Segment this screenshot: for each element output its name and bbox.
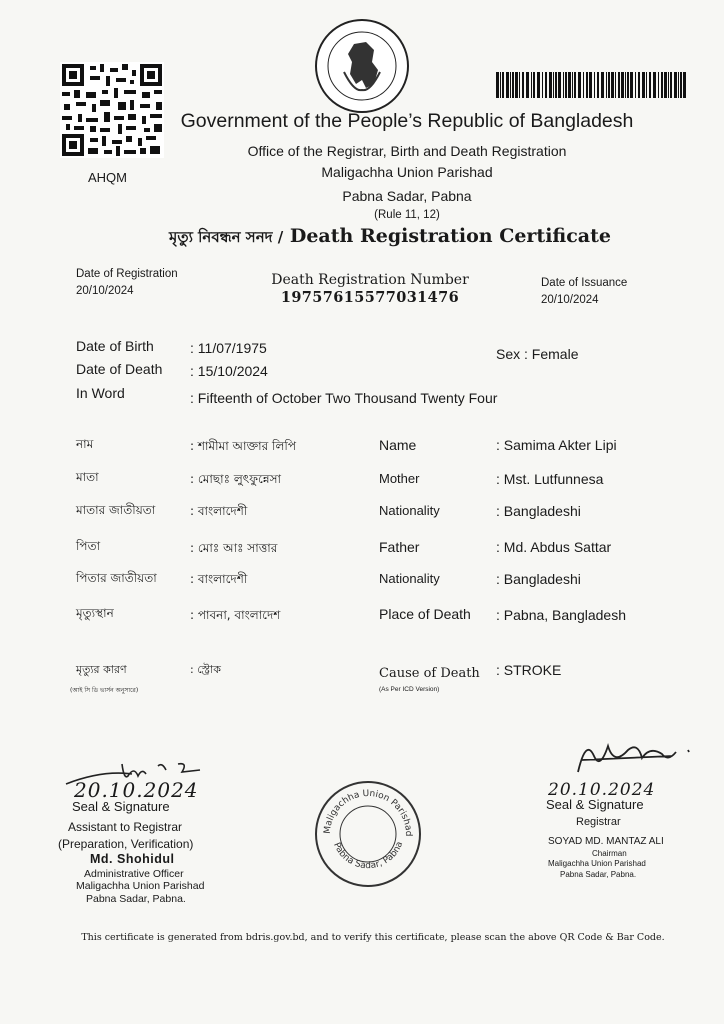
name-label-bn: নাম (76, 437, 94, 451)
death-date-value: : 15/10/2024 (190, 363, 268, 379)
certificate-title (0, 225, 724, 251)
registrar-signature (572, 736, 692, 780)
office-name: Office of the Registrar, Birth and Death Registration (247, 143, 567, 159)
seal-bottom-text: Pabna Sadar, Pabna (331, 840, 406, 872)
government-title: Government of the People’s Republic of Bangladesh (180, 110, 634, 132)
mother-nationality-value-bn: : বাংলাদেশী (190, 504, 248, 518)
mother-label-bn: মাতা (76, 470, 99, 484)
registrar-role: Registrar (576, 816, 621, 828)
assistant-role-detail: (Preparation, Verification) (58, 837, 194, 851)
mother-value-bn: : মোছাঃ লুৎফুন্নেসা (190, 472, 282, 486)
cause-sub: (As Per ICD Version) (379, 686, 440, 693)
cause-sub-bn: (আই সি ডি ভার্সন অনুসারে) (70, 687, 139, 694)
sex-value: Sex : Female (496, 346, 579, 362)
mother-nationality-label-bn: মাতার জাতীয়তা (76, 503, 156, 517)
svg-text:Maligachha Union Parishad (323, 789, 413, 837)
union-seal-stamp (312, 778, 424, 890)
certificate-title-bn: মৃত্যু নিবন্ধন সনদ / (168, 228, 284, 246)
office-address: Pabna Sadar, Pabna (342, 188, 472, 204)
father-nationality-label: Nationality (379, 571, 440, 586)
seal-top-text: Maligachha Union Parishad (322, 788, 414, 837)
assistant-role: Assistant to Registrar (68, 820, 183, 834)
registrar-seal-label: Seal & Signature (546, 797, 644, 812)
mother-nationality-label: Nationality (379, 503, 440, 518)
father-label: Father (379, 539, 420, 555)
in-word-value: : Fifteenth of October Two Thousand Twenty Four (190, 390, 498, 406)
cause-value: : STROKE (496, 662, 562, 678)
birth-date-value: : 11/07/1975 (190, 340, 267, 356)
assistant-union: Maligachha Union Parishad (76, 880, 205, 892)
assistant-signature-date: 20.10.2024 (74, 778, 199, 802)
registrar-signature-date: 20.10.2024 (548, 780, 656, 800)
assistant-address: Pabna Sadar, Pabna. (86, 893, 186, 905)
issuance-date (541, 275, 627, 309)
cause-label: Cause of Death (379, 666, 480, 681)
rule-reference: (Rule 11, 12) (374, 209, 440, 221)
assistant-name: Md. Shohidul (90, 852, 175, 866)
verification-footer: This certificate is generated from bdris.gov.bd, and to verify this certificate, please scan the above QR Code & Bar Code. (81, 932, 665, 943)
issuance-date-label: Date of Issuance (541, 277, 628, 289)
registration-date-label: Date of Registration (76, 268, 178, 280)
father-nationality-label-bn: পিতার জাতীয়তা (76, 571, 157, 585)
death-date-label: Date of Death (76, 361, 163, 377)
name-value-bn: : শামীমা আক্তার লিপি (190, 439, 296, 453)
in-word-label: In Word (76, 385, 125, 401)
father-label-bn: পিতা (76, 539, 101, 553)
registration-date-value: 20/10/2024 (76, 285, 134, 297)
father-value-bn: : মোঃ আঃ সাত্তার (190, 541, 278, 555)
father-nationality-value: : Bangladeshi (496, 571, 581, 587)
cause-label-bn: মৃত্যুর কারণ (76, 663, 127, 676)
qr-code-label: AHQM (88, 170, 127, 185)
registrar-address: Pabna Sadar, Pabna. (560, 870, 637, 879)
union-name: Maligachha Union Parishad (321, 164, 493, 180)
registration-number-value: 19757615577031476 (280, 289, 460, 306)
registrar-title: Chairman (592, 849, 627, 858)
father-value: : Md. Abdus Sattar (496, 539, 612, 555)
assistant-seal-label: Seal & Signature (72, 799, 170, 814)
mother-nationality-value: : Bangladeshi (496, 503, 581, 519)
registrar-name: SOYAD MD. MANTAZ ALI (548, 836, 664, 847)
death-place-label-bn: মৃত্যুস্থান (76, 606, 114, 620)
assistant-designation: Administrative Officer (84, 868, 184, 880)
name-label: Name (379, 437, 417, 453)
death-place-value: : Pabna, Bangladesh (496, 607, 626, 623)
certificate-title-en: Death Registration Certificate (289, 225, 611, 247)
death-place-value-bn: : পাবনা, বাংলাদেশ (190, 608, 281, 622)
mother-label: Mother (379, 471, 420, 486)
father-nationality-value-bn: : বাংলাদেশী (190, 572, 248, 586)
registrar-union: Maligachha Union Parishad (548, 859, 646, 868)
registration-number-label: Death Registration Number (271, 272, 469, 288)
mother-value: : Mst. Lutfunnesa (496, 471, 604, 487)
cause-value-bn: : স্ট্রোক (190, 663, 221, 676)
government-emblem (314, 18, 410, 114)
issuance-date-value: 20/10/2024 (541, 294, 599, 306)
barcode (496, 72, 686, 98)
death-place-label: Place of Death (379, 606, 471, 622)
registration-date (76, 266, 178, 300)
name-value: : Samima Akter Lipi (496, 437, 617, 453)
birth-date-label: Date of Birth (76, 338, 154, 354)
